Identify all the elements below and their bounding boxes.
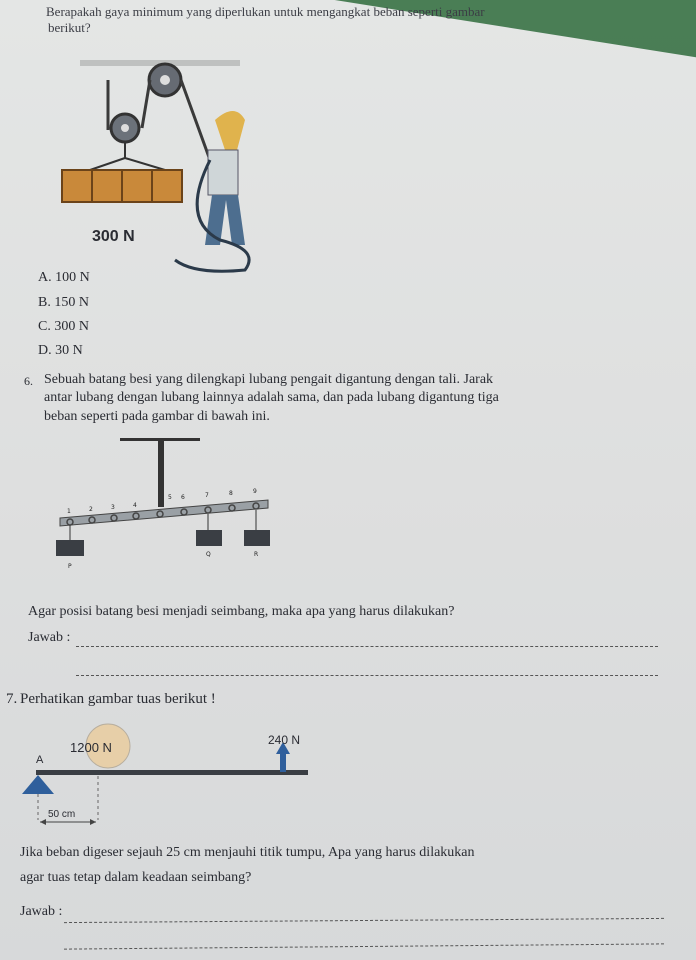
- q7-answer-label: Jawab :: [20, 904, 63, 919]
- hole-number: 2: [89, 506, 93, 513]
- q7-distance-label: 50 cm: [48, 809, 76, 820]
- q5-option-b[interactable]: B. 150 N: [38, 295, 89, 310]
- q6-answer-line-1[interactable]: [76, 646, 658, 647]
- weight-label-q: Q: [206, 551, 211, 558]
- q6-question: Agar posisi batang besi menjadi seimbang, maka apa yang harus dilakukan?: [28, 604, 455, 619]
- q7-question-line2: agar tuas tetap dalam keadaan seimbang?: [20, 870, 252, 885]
- q5-prompt-line1: Berapakah gaya minimum yang diperlukan untuk mengangkat beban seperti gambar: [46, 4, 485, 19]
- q7-load-label: 1200 N: [70, 740, 112, 755]
- hanging-bar-diagram: [50, 438, 280, 573]
- hole-number: 8: [229, 490, 233, 497]
- q6-answer-label: Jawab :: [28, 630, 71, 645]
- q6-text-line1: Sebuah batang besi yang dilengkapi lubang pengait digantung dengan tali. Jarak: [44, 372, 494, 387]
- q6-number: 6.: [24, 374, 33, 388]
- q5-option-d[interactable]: D. 30 N: [38, 343, 83, 358]
- hole-number: 7: [205, 492, 209, 499]
- hole-number: 5: [168, 494, 172, 501]
- q7-force-label: 240 N: [268, 733, 301, 747]
- weight-label-p: P: [68, 563, 72, 570]
- q7-question-line1: Jika beban digeser sejauh 25 cm menjauhi titik tumpu, Apa yang harus dilakukan: [20, 845, 475, 860]
- hole-number: 1: [67, 508, 71, 515]
- q5-prompt-line2: berikut?: [48, 20, 91, 35]
- q5-load-label: 300 N: [92, 228, 135, 245]
- q5-option-c[interactable]: C. 300 N: [38, 319, 89, 334]
- hole-number: 9: [253, 488, 257, 495]
- q5-option-a[interactable]: A. 100 N: [38, 270, 90, 285]
- q7-point-label: A: [36, 754, 44, 766]
- q6-text-line2: antar lubang dengan lubang lainnya adalah sama, dan pada lubang digantung tiga: [44, 390, 499, 405]
- pulley-illustration: [40, 40, 280, 280]
- hole-number: 4: [133, 502, 137, 509]
- hole-number: 3: [111, 504, 115, 511]
- weight-label-r: R: [254, 551, 259, 558]
- q7-title: Perhatikan gambar tuas berikut !: [20, 691, 216, 707]
- q6-text-line3: beban seperti pada gambar di bawah ini.: [44, 409, 270, 424]
- q7-number: 7.: [6, 691, 18, 707]
- hole-number: 6: [181, 494, 185, 501]
- q6-answer-line-2[interactable]: [76, 675, 658, 676]
